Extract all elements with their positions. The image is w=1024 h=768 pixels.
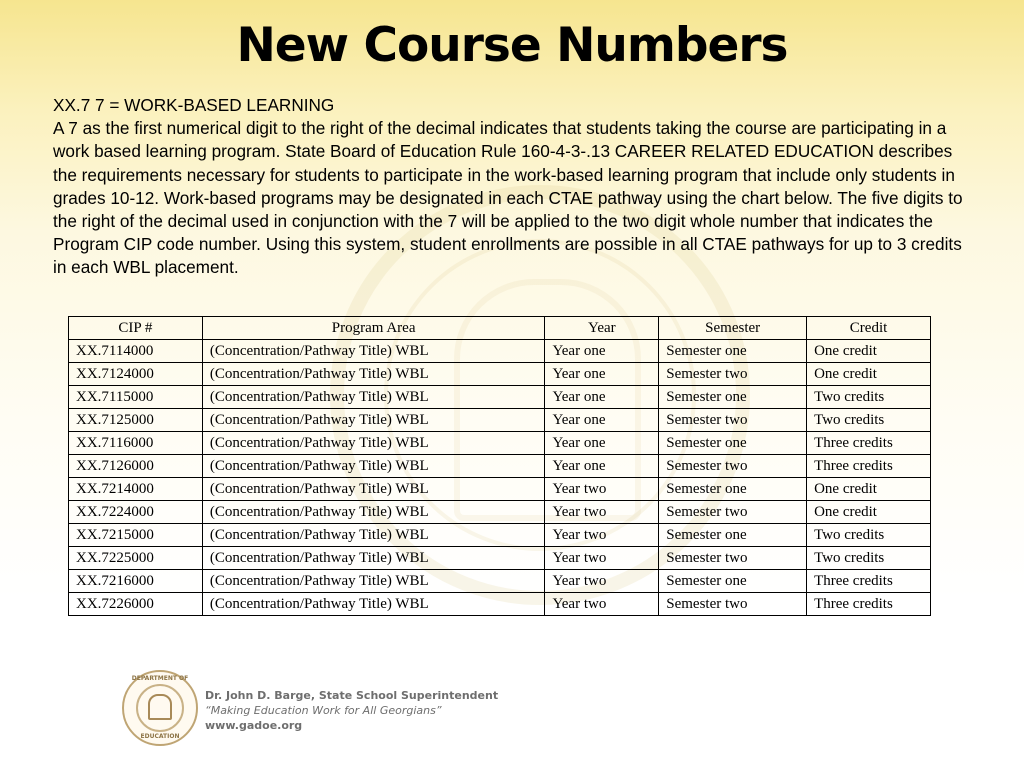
cell-credit: One credit [807,340,931,363]
table-row [69,409,931,432]
cell-credit: Two credits [807,547,931,570]
cell-program-area: (Concentration/Pathway Title) WBL [202,593,545,616]
description-block [53,94,973,280]
cell-cip: XX.7214000 [69,478,203,501]
department-of-education-logo [122,670,198,746]
cell-year: Year two [545,570,659,593]
cell-credit: Three credits [807,455,931,478]
cell-program-area: (Concentration/Pathway Title) WBL [202,570,545,593]
header-year: Year [545,317,659,340]
superintendent-name: Dr. John D. Barge, State School Superintendent [205,689,499,702]
cell-year: Year two [545,524,659,547]
cip-course-table [68,316,931,616]
table-row [69,501,931,524]
cell-semester: Semester two [659,455,807,478]
cell-program-area: (Concentration/Pathway Title) WBL [202,478,545,501]
cell-year: Year one [545,432,659,455]
cell-credit: One credit [807,501,931,524]
cell-year: Year one [545,455,659,478]
cell-credit: Two credits [807,524,931,547]
cell-year: Year two [545,501,659,524]
table-row [69,570,931,593]
cell-semester: Semester two [659,501,807,524]
cell-semester: Semester two [659,593,807,616]
cell-year: Year two [545,547,659,570]
cell-semester: Semester one [659,478,807,501]
footer-credits [205,688,498,733]
cell-program-area: (Concentration/Pathway Title) WBL [202,524,545,547]
table-row [69,432,931,455]
cell-semester: Semester one [659,386,807,409]
table-row [69,363,931,386]
cell-program-area: (Concentration/Pathway Title) WBL [202,386,545,409]
cell-credit: Two credits [807,409,931,432]
cell-semester: Semester one [659,524,807,547]
table-row [69,340,931,363]
logo-top-text: DEPARTMENT OF [131,675,189,682]
cell-program-area: (Concentration/Pathway Title) WBL [202,363,545,386]
cell-semester: Semester two [659,409,807,432]
cell-cip: XX.7226000 [69,593,203,616]
cell-semester: Semester one [659,570,807,593]
cell-program-area: (Concentration/Pathway Title) WBL [202,340,545,363]
cell-credit: One credit [807,363,931,386]
cell-cip: XX.7125000 [69,409,203,432]
cell-year: Year two [545,478,659,501]
cell-cip: XX.7126000 [69,455,203,478]
cell-program-area: (Concentration/Pathway Title) WBL [202,501,545,524]
cell-cip: XX.7124000 [69,363,203,386]
header-cip: CIP # [69,317,203,340]
cell-semester: Semester two [659,547,807,570]
footer-website-link[interactable]: www.gadoe.org [205,719,303,732]
header-program-area: Program Area [202,317,545,340]
cell-credit: Three credits [807,432,931,455]
cell-semester: Semester one [659,432,807,455]
cell-program-area: (Concentration/Pathway Title) WBL [202,455,545,478]
cell-cip: XX.7215000 [69,524,203,547]
cell-cip: XX.7116000 [69,432,203,455]
cell-credit: Three credits [807,593,931,616]
header-credit: Credit [807,317,931,340]
description-heading: XX.7 7 = WORK-BASED LEARNING [53,95,335,115]
cell-program-area: (Concentration/Pathway Title) WBL [202,432,545,455]
table-row [69,593,931,616]
cell-semester: Semester two [659,363,807,386]
table-row [69,524,931,547]
capitol-arch-icon [148,694,172,720]
cell-year: Year two [545,593,659,616]
cell-cip: XX.7114000 [69,340,203,363]
cell-credit: Two credits [807,386,931,409]
table-row [69,478,931,501]
cell-cip: XX.7225000 [69,547,203,570]
cell-year: Year one [545,386,659,409]
cell-year: Year one [545,409,659,432]
description-paragraph: A 7 as the first numerical digit to the right of the decimal indicates that students taking the course are participating in a work based learning program. State Board of Education Rule 160-4-3-.13 CAREER RELATED EDUCATION describes the requirements necessary for students to participate in the work-based learning program that include only students in grades 10-12. Work-based programs may be designated in each CTAE pathway using the chart below. The five digits to the right of the decimal used in conjunction with the 7 will be applied to the two digit whole number that indicates the Program CIP code number. Using this system, student enrollments are possible in all CTAE pathways for up to 3 credits in each WBL placement. [53,118,963,278]
cell-program-area: (Concentration/Pathway Title) WBL [202,547,545,570]
footer-motto: “Making Education Work for All Georgians” [205,704,442,717]
logo-bottom-text: EDUCATION [140,733,180,740]
cell-semester: Semester one [659,340,807,363]
cell-year: Year one [545,363,659,386]
table-row [69,547,931,570]
table-header-row [69,317,931,340]
table-row [69,386,931,409]
header-semester: Semester [659,317,807,340]
table-row [69,455,931,478]
slide-title: New Course Numbers [236,18,788,73]
cell-year: Year one [545,340,659,363]
cell-cip: XX.7115000 [69,386,203,409]
cell-credit: One credit [807,478,931,501]
cell-cip: XX.7224000 [69,501,203,524]
cell-program-area: (Concentration/Pathway Title) WBL [202,409,545,432]
cell-cip: XX.7216000 [69,570,203,593]
cell-credit: Three credits [807,570,931,593]
